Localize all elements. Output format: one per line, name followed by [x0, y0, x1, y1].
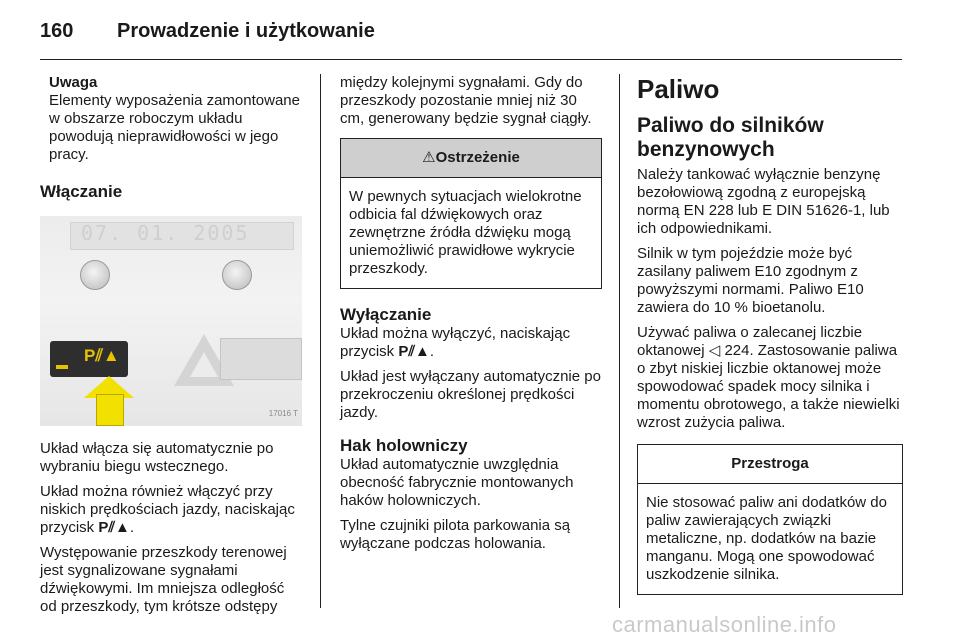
- section-subtitle: Paliwo do silników benzynowych: [637, 114, 824, 161]
- warning-text: W pewnych sytuacjach wielokrotne odbicia fal dźwiękowych oraz zewnętrzne źródła dźwięku mogą uniemożliwić prawidłowe wykrycie przeszkody.: [349, 188, 582, 277]
- note-text: Elementy wyposażenia zamontowane w obszarze roboczym układu powodują nieprawidłowości w jego pracy.: [49, 92, 300, 163]
- paragraph: Używać paliwa o zalecanej liczbie oktanowej ◁ 224. Zastosowanie paliwa o zbyt niskiej liczbie oktanowej może spowodować spadek mocy silnika i momentu obrotowego, a także niewielki wzrost zużycia paliwa.: [637, 324, 900, 431]
- park-button-icon: P⫽▲: [98, 519, 130, 536]
- park-symbol-icon: P⫽▲: [84, 346, 120, 365]
- paragraph: Układ jest wyłączany automatycznie po przekroczeniu określonej prędkości jazdy.: [340, 368, 601, 421]
- paragraph: Układ można również włączyć przy niskich prędkościach jazdy, naciskając przycisk P⫽▲.: [40, 483, 295, 536]
- paragraph: Układ można wyłączyć, naciskając przycisk P⫽▲.: [340, 325, 571, 360]
- paragraph: między kolejnymi sygnałami. Gdy do przeszkody pozostanie mniej niż 30 cm, generowany będzie sygnał ciągły.: [340, 74, 592, 127]
- warning-header: [341, 139, 601, 178]
- right-knob: [222, 260, 252, 290]
- column-divider: [619, 74, 620, 608]
- park-button-icon: P⫽▲: [398, 343, 430, 360]
- side-button: [220, 338, 302, 380]
- paragraph: Należy tankować wyłącznie benzynę bezołowiową zgodną z europejską normą EN 228 lub E DIN 51626-1, lub ich odpowiednikami.: [637, 166, 890, 237]
- paragraph: Układ automatycznie uwzględnia obecność fabrycznie montowanych haków holowniczych.: [340, 456, 574, 509]
- column-right: [637, 74, 903, 595]
- warning-box: [340, 138, 602, 289]
- caution-text: Nie stosować paliw ani dodatków do paliw zawierających związki metaliczne, np. dodatków na bazie manganu. Mogą one spowodować uszkodzenie silnika.: [646, 494, 887, 583]
- note-block: [40, 74, 302, 164]
- warning-title: Ostrzeżenie: [435, 149, 520, 166]
- park-pilot-button: [50, 341, 128, 377]
- clock-display-text: 07. 01. 2005: [81, 221, 250, 245]
- watermark: carmanualsonline.info: [612, 612, 837, 637]
- park-led: [56, 365, 68, 369]
- note-title: Uwaga: [49, 74, 98, 91]
- column-divider: [320, 74, 321, 608]
- page-number: 160: [40, 20, 74, 42]
- header-rule: [40, 59, 902, 60]
- pointer-arrow-shaft: [96, 394, 124, 426]
- left-knob: [80, 260, 110, 290]
- image-code: 17016 T: [268, 409, 298, 418]
- paragraph: Tylne czujniki pilota parkowania są wyłączane podczas holowania.: [340, 517, 571, 552]
- paragraph: Silnik w tym pojeździe może być zasilany paliwem E10 zgodnym z powyższymi normami. Paliwo E10 zawiera do 10 % bioetanolu.: [637, 245, 864, 316]
- section-heading-hak: Hak holowniczy: [340, 436, 468, 455]
- dashboard-photo: [40, 216, 302, 426]
- caution-title: Przestroga: [638, 445, 902, 484]
- clock-display: [70, 222, 294, 250]
- section-heading-wlaczanie: Włączanie: [40, 182, 123, 201]
- warning-icon: ⚠: [422, 149, 436, 166]
- paragraph: Występowanie przeszkody terenowej jest sygnalizowane sygnałami dźwiękowymi. Im mniejsza odległość od przeszkody, tym krótsze odstępy: [40, 544, 287, 615]
- section-heading-wylaczanie: Wyłączanie: [340, 305, 432, 324]
- caution-box: [637, 444, 903, 595]
- column-left: [40, 74, 302, 623]
- page-reference-link[interactable]: 224: [724, 342, 750, 359]
- section-title-paliwo: Paliwo: [637, 74, 720, 104]
- page-title: Prowadzenie i użytkowanie: [117, 20, 375, 42]
- paragraph: Układ włącza się automatycznie po wybraniu biegu wstecznego.: [40, 440, 274, 475]
- page-reference-icon: ◁: [708, 342, 721, 359]
- hazard-inner: [190, 352, 218, 377]
- column-middle: [340, 74, 602, 560]
- page-header: [40, 14, 902, 54]
